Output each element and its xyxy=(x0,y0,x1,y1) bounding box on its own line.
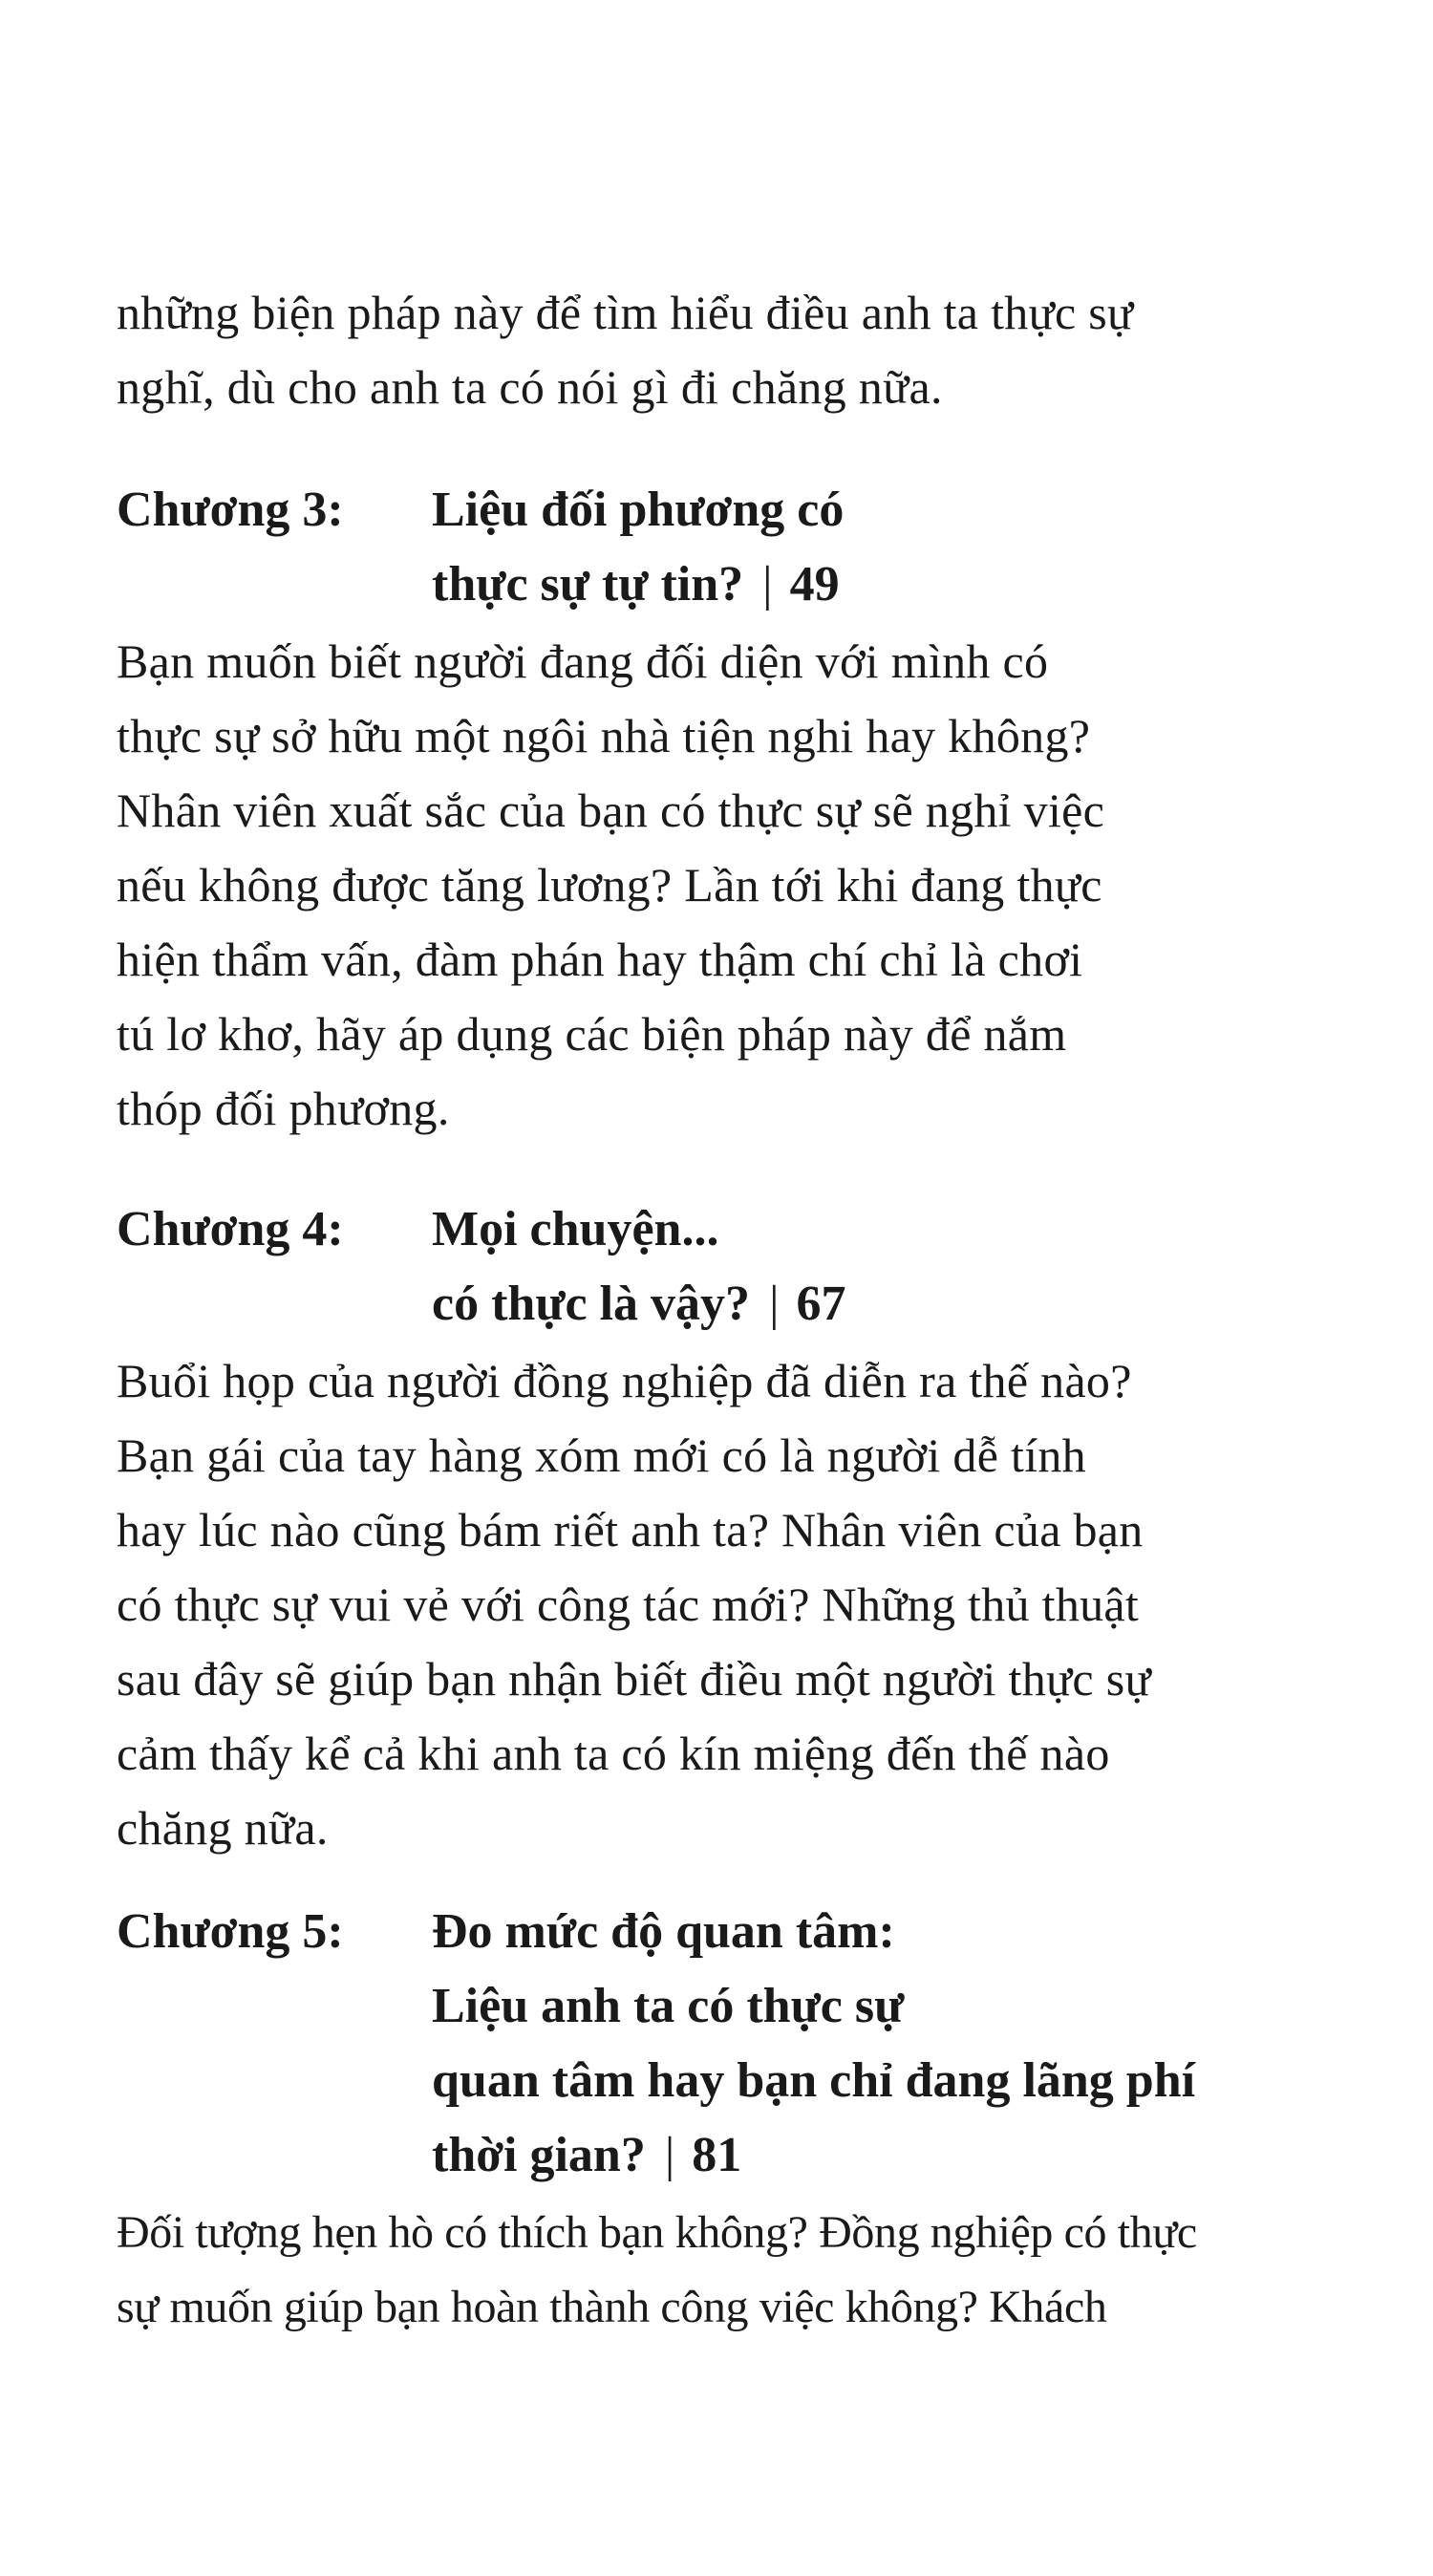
text-line: hay lúc nào cũng bám riết anh ta? Nhân viên của bạn xyxy=(117,1503,1144,1556)
chapter-title-text: có thực là vậy? xyxy=(432,1277,751,1331)
text-line: tú lơ khơ, hãy áp dụng các biện pháp này để nắm xyxy=(117,1007,1067,1061)
text-line: có thực sự vui vẻ với công tác mới? Những thủ thuật xyxy=(117,1578,1140,1631)
page-number: 49 xyxy=(789,557,840,612)
chapter-title xyxy=(432,1192,1292,1342)
text-line: thực sự sở hữu một ngôi nhà tiện nghi hay không? xyxy=(117,709,1091,762)
chapter-label: Chương 3: xyxy=(117,483,344,537)
page-separator: | xyxy=(762,557,773,612)
chapter-title-line xyxy=(432,2118,1292,2193)
chapter-4-description xyxy=(117,1343,1318,1865)
text-line: sau đây sẽ giúp bạn nhận biết điều một người thực sự xyxy=(117,1652,1151,1706)
intro-paragraph xyxy=(117,275,1318,424)
text-line: nếu không được tăng lương? Lần tới khi đang thực xyxy=(117,858,1102,912)
chapter-title-text: thực sự tự tin? xyxy=(432,557,744,612)
chapter-title-line xyxy=(432,1267,1292,1342)
chapter-label: Chương 5: xyxy=(117,1904,344,1959)
text-line: Đối tượng hẹn hò có thích bạn không? Đồng nghiệp có thực xyxy=(117,2207,1197,2258)
text-line: Buổi họp của người đồng nghiệp đã diễn ra thế nào? xyxy=(117,1354,1132,1407)
text-line: hiện thẩm vấn, đàm phán hay thậm chí chỉ là chơi xyxy=(117,933,1083,986)
text-line: chăng nữa. xyxy=(117,1801,329,1855)
chapter-title-line: Liệu anh ta có thực sự xyxy=(432,1979,905,2033)
page-separator: | xyxy=(769,1277,780,1331)
text-line: những biện pháp này để tìm hiểu điều anh ta thực sự xyxy=(117,286,1134,339)
text-line: sự muốn giúp bạn hoàn thành công việc không? Khách xyxy=(117,2282,1107,2332)
text-line: Nhân viên xuất sắc của bạn có thực sự sẽ nghỉ việc xyxy=(117,784,1105,837)
text-line: Bạn gái của tay hàng xóm mới có là người dễ tính xyxy=(117,1428,1086,1482)
chapter-title xyxy=(432,473,1292,622)
chapter-title-text: thời gian? xyxy=(432,2128,646,2182)
page-number: 67 xyxy=(796,1277,846,1331)
chapter-title-line: Mọi chuyện... xyxy=(432,1202,719,1256)
page-separator: | xyxy=(664,2128,675,2182)
chapter-3-description xyxy=(117,624,1318,1146)
chapter-title-line: Đo mức độ quan tâm: xyxy=(432,1904,895,1959)
text-line: nghĩ, dù cho anh ta có nói gì đi chăng nữa. xyxy=(117,360,943,414)
chapter-label: Chương 4: xyxy=(117,1202,344,1256)
chapter-title-line: quan tâm hay bạn chỉ đang lãng phí xyxy=(432,2053,1196,2108)
chapter-title-line: Liệu đối phương có xyxy=(432,483,845,537)
chapter-5-description xyxy=(117,2196,1318,2345)
chapter-title-line xyxy=(432,547,1292,622)
text-line: thóp đối phương. xyxy=(117,1082,450,1135)
text-line: Bạn muốn biết người đang đối diện với mình có xyxy=(117,634,1049,688)
text-line: cảm thấy kể cả khi anh ta có kín miệng đến thế nào xyxy=(117,1727,1110,1780)
chapter-title xyxy=(432,1895,1292,2193)
page-number: 81 xyxy=(692,2128,742,2182)
